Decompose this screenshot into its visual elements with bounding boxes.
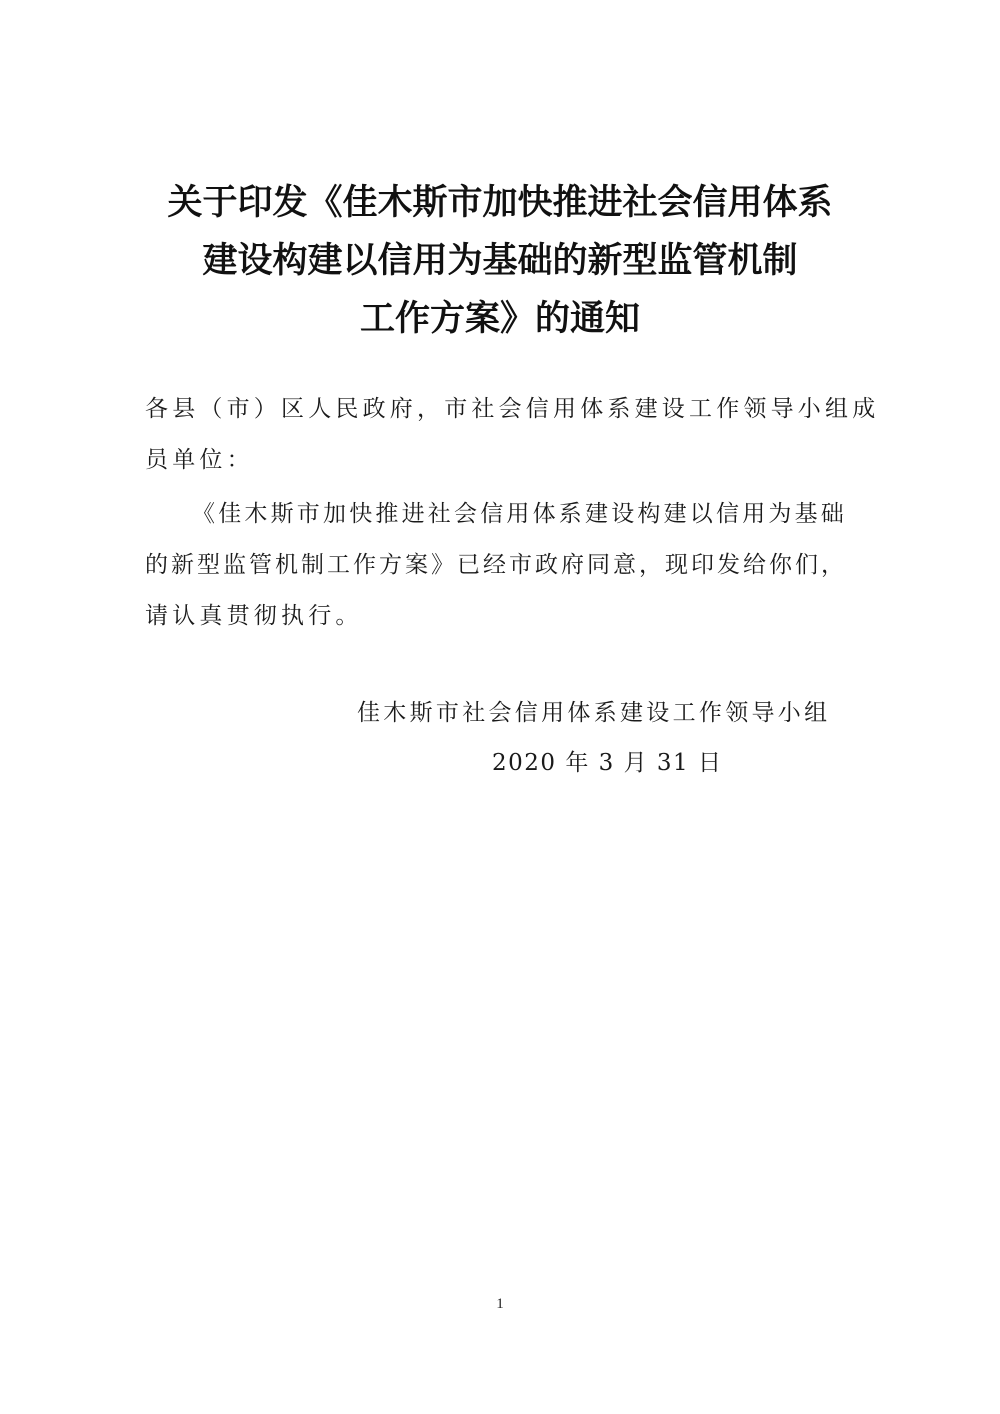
body-line-3: 请认真贯彻执行。 [145,603,363,629]
document-title [100,174,900,348]
title-line-3: 工作方案》的通知 [359,299,640,339]
addressee-line-2: 员单位： [145,447,254,473]
title-line-1: 关于印发《佳木斯市加快推进社会信用体系 [167,183,833,223]
body-line-2: 的新型监管机制工作方案》已经市政府同意，现印发给你们， [145,552,847,578]
issue-date: 2020 年 3 月 31 日 [492,750,723,776]
addressee-line-1: 各县（市）区人民政府，市社会信用体系建设工作领导小组成 [145,396,880,422]
body-line-1: 《佳木斯市加快推进社会信用体系建设构建以信用为基础 [192,501,847,527]
page-number: 1 [496,1296,504,1312]
title-line-2: 建设构建以信用为基础的新型监管机制 [202,241,798,281]
signer-name: 佳木斯市社会信用体系建设工作领导小组 [357,700,831,726]
